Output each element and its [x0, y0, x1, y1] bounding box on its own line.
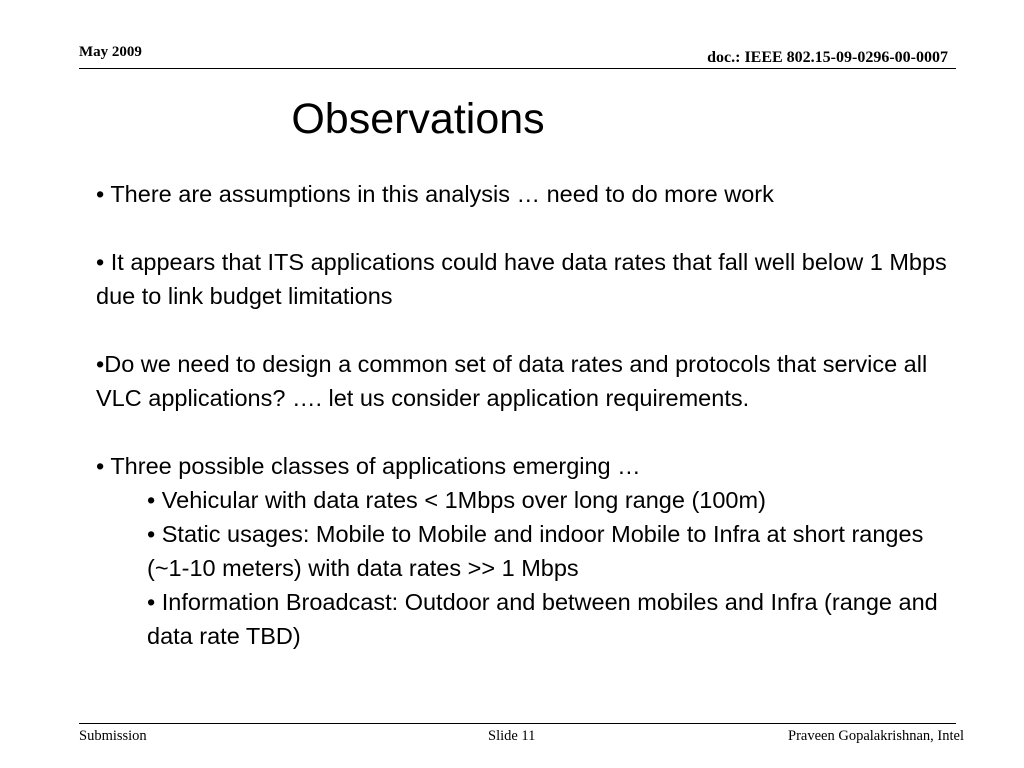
slide-title: Observations — [291, 95, 545, 143]
paragraph-spacer — [96, 211, 956, 245]
paragraph-spacer — [96, 313, 956, 347]
footer-submission: Submission — [79, 728, 147, 744]
document-id: doc.: IEEE 802.15-09-0296-00-0007 — [707, 49, 948, 66]
sub-bullet-item: • Vehicular with data rates < 1Mbps over long range (100m) — [147, 487, 766, 513]
sub-bullet-item: • Information Broadcast: Outdoor and between mobiles and Infra (range and data rate TBD) — [147, 589, 938, 649]
sub-bullet-item: • Static usages: Mobile to Mobile and indoor Mobile to Infra at short ranges (~1-10 meters) with data rates >> 1 Mbps — [147, 521, 924, 581]
bullet-item: • There are assumptions in this analysis … need to do more work — [96, 181, 774, 207]
bullet-item: • It appears that ITS applications could have data rates that fall well below 1 Mbps due to link budget limitations — [96, 249, 947, 309]
bullet-item: •Do we need to design a common set of data rates and protocols that service all VLC applications? …. let us consider application requirements. — [96, 351, 928, 411]
footer-divider — [79, 723, 956, 724]
slide-number: Slide 11 — [488, 728, 536, 744]
slide-body — [96, 177, 956, 653]
bullet-item: • Three possible classes of applications emerging … — [96, 453, 641, 479]
footer-author: Praveen Gopalakrishnan, Intel — [788, 728, 964, 744]
header-divider — [79, 68, 956, 69]
paragraph-spacer — [96, 415, 956, 449]
header-date: May 2009 — [79, 44, 142, 60]
